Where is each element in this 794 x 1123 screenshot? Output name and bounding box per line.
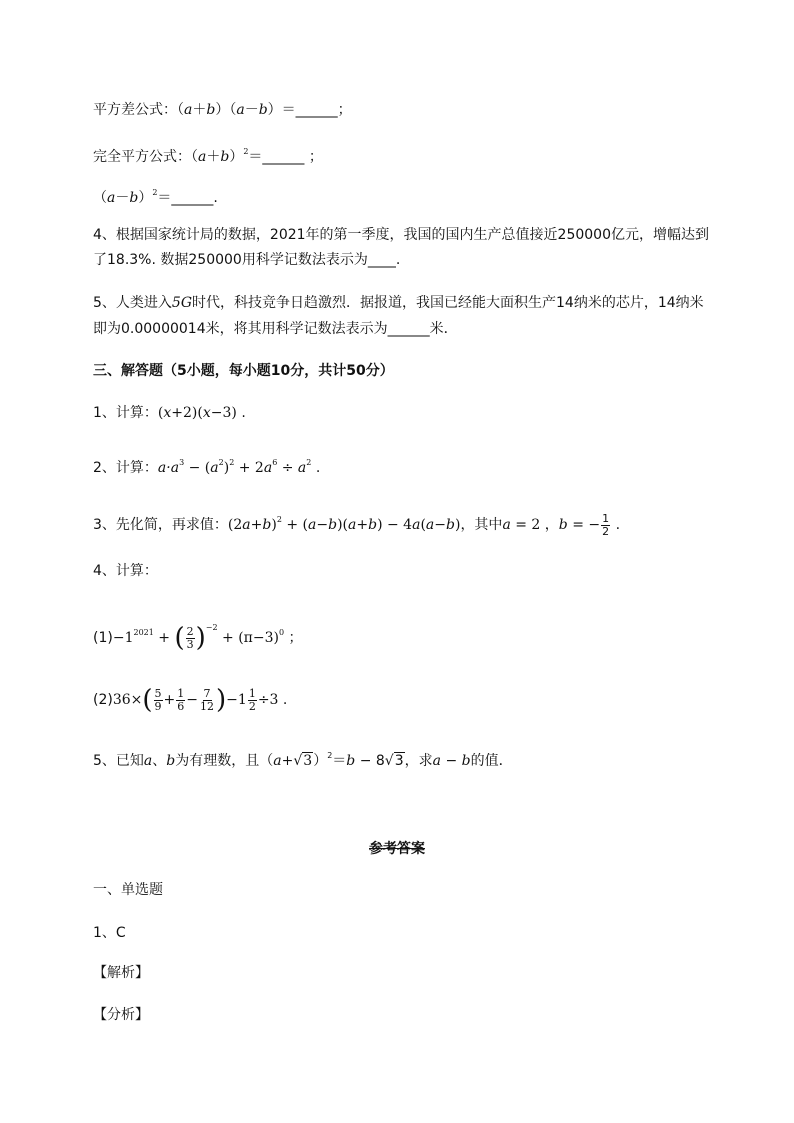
diff-squares-blank: ______； xyxy=(295,102,352,118)
calc-q5-expr: a+√3 xyxy=(273,753,313,769)
perfect-square-label: 完全平方公式： xyxy=(93,149,191,165)
diff-squares-formula: （a＋b）（a－b）＝ xyxy=(177,102,296,118)
calc-q3-values: a = 2 xyxy=(502,517,541,533)
perfect-square-2-blank: ______. xyxy=(171,190,218,206)
calc-q3-expr: $(2a+b)^2 + (a-b)(a+b) - 4a(a-b)$ xyxy=(227,515,461,533)
fraction-one-half: $\frac{1}{2}$ xyxy=(602,511,610,538)
diff-squares-label: 平方差公式： xyxy=(93,102,177,118)
calc-q5: 5、已知a、b为有理数，且$(a+√3)^2=b - 8√3$，求a − b的值． xyxy=(93,751,513,769)
calc-q4-part-2-expr: 36×( $\frac{5}{9}$ + $\frac{1}{6}$ − $\frac{7}{12}$ )−1 $\frac{1}{2}$ ÷3 xyxy=(112,685,279,715)
q4-line-1: 4、根据国家统计局的数据，2021年的第一季度，我国的国内生产总值接近250000亿元，增幅达到 xyxy=(93,227,709,243)
section-3-title: 三、解答题（5小题，每小题10分，共计50分） xyxy=(93,363,394,379)
calc-q1: 1、计算：(x+2)(x−3) . xyxy=(93,405,246,421)
perfect-square-2-formula: $(a-b)^2=$ xyxy=(93,188,172,206)
calc-q1-expr: (x+2)(x−3) xyxy=(157,405,237,421)
breakdown-label: 【分析】 xyxy=(93,1007,149,1023)
perfect-square-2-line xyxy=(93,183,218,208)
calc-q4-part-1: $(1)-1^{2021}$ + ( $\frac{2}{3}$ )$^{-2} + (\pi-3)^0$ ； xyxy=(93,623,303,653)
calc-q4: 4、计算： xyxy=(93,563,158,579)
answers-title: 参考答案 xyxy=(369,841,425,857)
analysis-label: 【解析】 xyxy=(93,965,149,981)
q5-line-2: 即为0.00000014米，将其用科学记数法表示为______米． xyxy=(93,321,458,337)
q4-line-2: 了18.3%. 数据250000用科学记数法表示为____. xyxy=(93,252,401,268)
answer-1: 1、C xyxy=(93,925,126,941)
calc-q4-part-2: (2)36×( $\frac{5}{9}$ + $\frac{1}{6}$ − $\frac{7}{12}$ )−1 $\frac{1}{2}$ ÷3 . xyxy=(93,685,288,715)
q5-line-1: 5、人类进入5G时代，科技竞争日趋激烈．据报道，我国已经能大面积生产14纳米的芯片，14纳米 xyxy=(93,295,704,311)
perfect-square-formula: $(a+b)^2=$ xyxy=(191,147,263,165)
calc-q4-part-1-expr: $-1^{2021}$ + ( $\frac{2}{3}$ )$^{-2} + (\pi-3)^0$ xyxy=(112,623,285,653)
diff-squares-line xyxy=(93,100,352,120)
calc-q2-expr: $a\cdot a^3 - (a^2)^2 + 2a^6 \div a^2$ xyxy=(157,458,312,476)
perfect-square-blank: ______ ； xyxy=(262,149,323,165)
calc-q2: 2、计算：$a\cdot a^3 - (a^2)^2 + 2a^6 \div a^2$ . xyxy=(93,458,321,476)
answers-section-1: 一、单选题 xyxy=(93,882,163,898)
calc-q3: 3、先化简，再求值：$(2a+b)^2 + (a-b)(a+b) - 4a(a-b)$，其中a = 2 ，b = − $\frac{1}{2}$ . xyxy=(93,511,621,538)
perfect-square-line xyxy=(93,142,323,167)
